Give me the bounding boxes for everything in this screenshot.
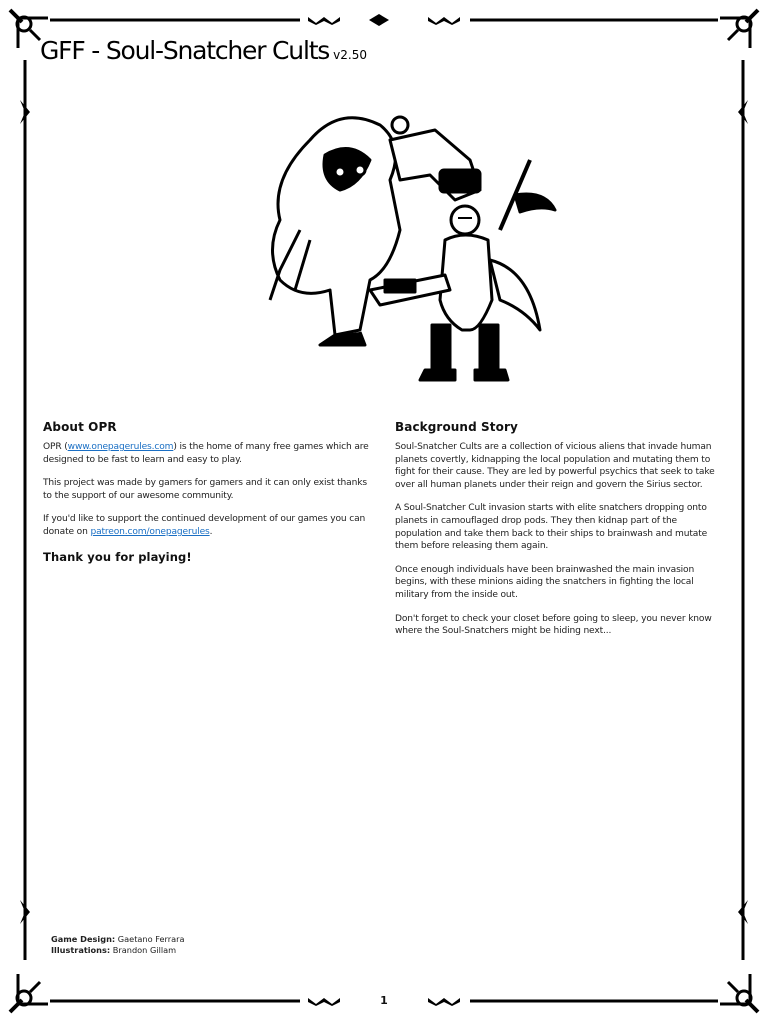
about-paragraph-1 <box>43 441 369 466</box>
story-paragraph-4: Don't forget to check your closet before going to sleep, you never know where the Soul-Snatchers might be hiding next... <box>395 613 712 637</box>
opr-website-link[interactable]: www.onepagerules.com <box>67 442 174 452</box>
story-paragraph-1: Soul-Snatcher Cults are a collection of vicious aliens that invade human planets covertly, kidnapping the local population and mutating them to fight for their cause. They are led by powerful psychics that seek to take over all human planets under their reign and govern the Sirius sector. <box>395 442 715 490</box>
story-heading: Background Story <box>395 420 518 434</box>
game-design-name: Gaetano Ferrara <box>117 934 185 944</box>
about-paragraph-2: This project was made by gamers for gamers and it can only exist thanks to the support of our awesome community. <box>43 478 367 501</box>
corner-ornament-tr <box>720 10 758 48</box>
about-section <box>43 420 369 571</box>
background-story-section <box>395 420 721 649</box>
title-text: GFF - Soul-Snatcher Cults <box>40 36 330 65</box>
thanks-heading: Thank you for playing! <box>43 549 192 564</box>
page-title <box>40 36 367 65</box>
about-p3-text-end: . <box>209 526 213 537</box>
about-paragraph-3 <box>43 513 369 538</box>
about-heading: About OPR <box>43 420 117 434</box>
story-paragraph-3: Once enough individuals have been brainwashed the main invasion begins, with these minions aiding the snatchers in fighting the local military from the inside out. <box>395 564 695 600</box>
patreon-link[interactable]: patreon.com/onepagerules <box>90 526 210 537</box>
game-design-label: Game Design: <box>51 934 116 944</box>
game-design-credit <box>51 934 185 945</box>
illustrations-credit <box>51 945 185 956</box>
credits <box>51 934 185 956</box>
illustrations-name: Brandon Gillam <box>112 945 177 955</box>
page-number: 1 <box>380 994 388 1007</box>
illustrations-label: Illustrations: <box>51 945 111 955</box>
about-p1-text-end: ) is the home of many free games which are designed to be fast to learn and easy to play. <box>43 442 369 465</box>
about-p3-text: If you'd like to support the continued development of our games you can donate on <box>43 514 366 537</box>
version-label: v2.50 <box>333 48 367 62</box>
about-p1-text: OPR ( <box>43 442 68 452</box>
alien-warriors-illustration <box>240 100 560 390</box>
story-paragraph-2: A Soul-Snatcher Cult invasion starts with elite snatchers dropping onto planets in camouflaged drop pods. They then kidnap part of the population and take them back to their ships to brainwash and mutate them before releasing them again. <box>395 503 708 552</box>
